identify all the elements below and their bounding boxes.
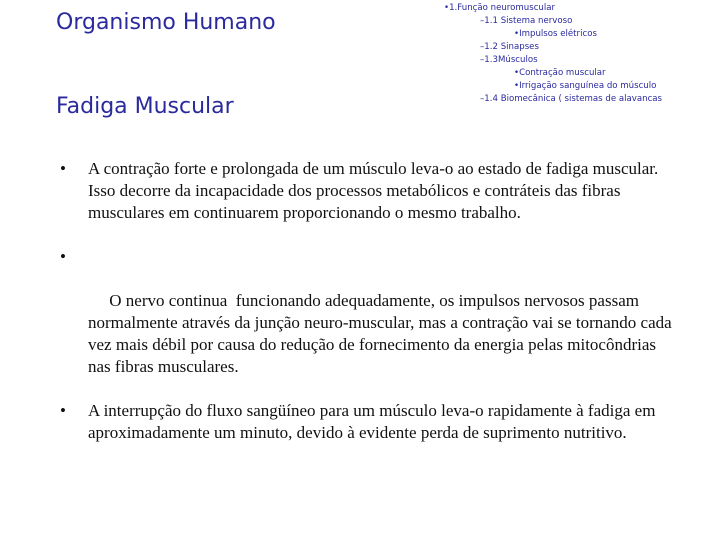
bullet-marker: •: [60, 247, 66, 266]
bullet-item: [54, 400, 674, 444]
content-body: [54, 158, 674, 444]
outline-item: [444, 15, 716, 28]
bullet-item: [54, 246, 674, 400]
outline-text: 1.1 Sistema nervoso: [484, 16, 573, 26]
outline-marker: –: [480, 55, 485, 65]
bullet-text: A interrupção do fluxo sangüíneo para um músculo leva-o rapidamente à fadiga em aproximadamente um minuto, devido à evidente perda de suprimento nutritivo.: [88, 401, 656, 442]
outline-marker: •: [514, 81, 520, 91]
paragraph-gap: [54, 224, 674, 246]
outline-text: 1.Função neuromuscular: [449, 3, 556, 13]
bullet-marker: •: [60, 159, 66, 178]
outline-item: [444, 2, 716, 15]
outline-marker: –: [480, 42, 485, 52]
outline-item: [444, 54, 716, 67]
topic-outline: [444, 2, 716, 106]
outline-marker: –: [480, 16, 485, 26]
outline-text: 1.2 Sinapses: [484, 42, 539, 52]
outline-item: [444, 93, 716, 106]
outline-item: [444, 41, 716, 54]
bullet-item: [54, 158, 674, 224]
outline-text: 1.3Músculos: [484, 55, 538, 65]
outline-marker: –: [480, 94, 485, 104]
outline-item: [444, 28, 716, 41]
bullet-marker: •: [60, 401, 66, 420]
outline-text: Contração muscular: [519, 68, 606, 78]
outline-text: 1.4 Biomecânica ( sistemas de alavancas: [484, 94, 663, 104]
bullet-text: A contração forte e prolongada de um músculo leva-o ao estado de fadiga muscular. Isso decorre da incapacidade dos processos metabólicos e contráteis das fibras musculares em continuarem proporcionando o mesmo trabalho.: [88, 159, 659, 222]
outline-item: [444, 67, 716, 80]
page-title: Organismo Humano: [56, 10, 276, 35]
outline-text: Impulsos elétricos: [519, 29, 597, 39]
outline-item: [444, 80, 716, 93]
page-subtitle: Fadiga Muscular: [56, 94, 234, 119]
outline-marker: •: [444, 3, 450, 13]
outline-text: Irrigação sanguínea do músculo: [519, 81, 657, 91]
outline-marker: •: [514, 29, 520, 39]
outline-marker: •: [514, 68, 520, 78]
bullet-text: O nervo continua funcionando adequadamente, os impulsos nervosos passam normalmente através da junção neuro-muscular, mas a contração vai se tornando cada vez mais débil por causa do redução de fornecimento da energia pelas mitocôndrias nas fibras musculares.: [88, 291, 676, 376]
